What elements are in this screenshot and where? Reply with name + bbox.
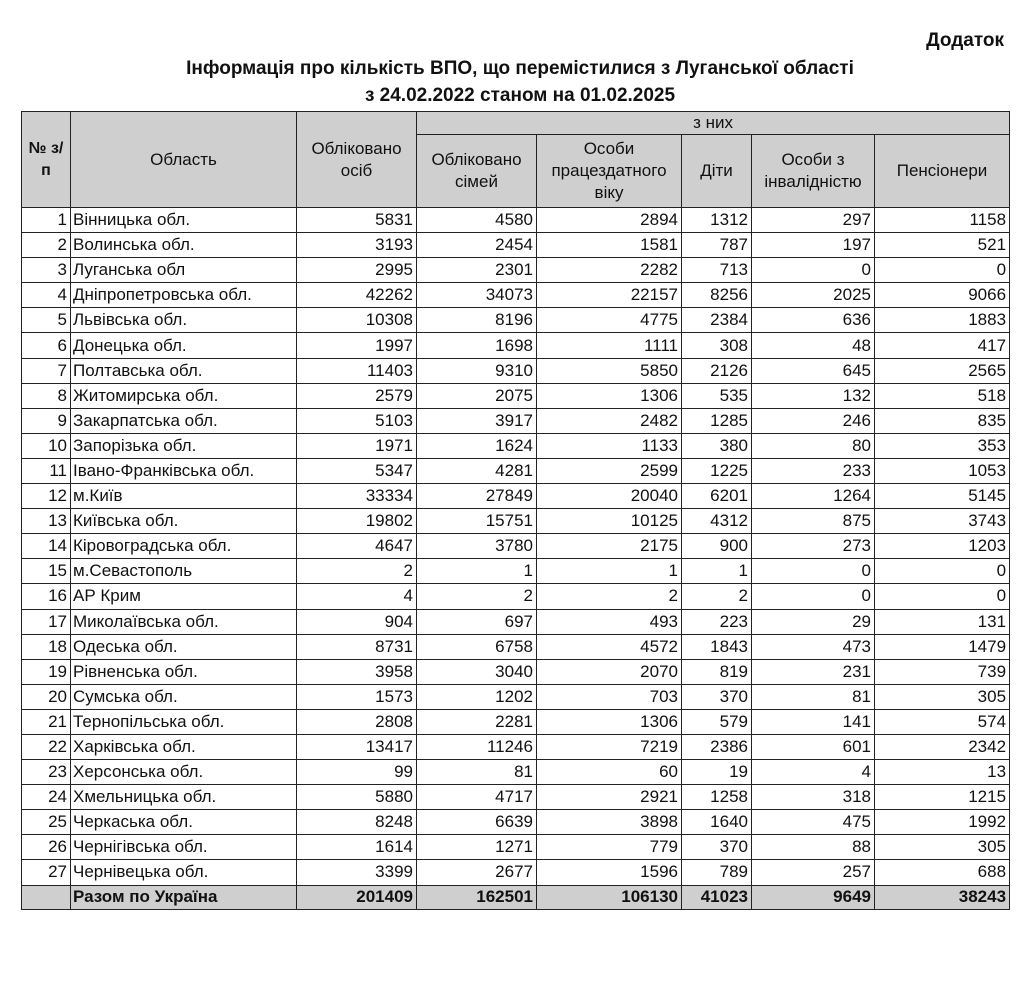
children-cell: 1843 bbox=[682, 634, 752, 659]
total-families: 162501 bbox=[417, 885, 537, 909]
children-cell: 6201 bbox=[682, 484, 752, 509]
working-age-persons-cell: 703 bbox=[537, 684, 682, 709]
row-number-cell: 18 bbox=[22, 634, 71, 659]
registered-families-cell: 3040 bbox=[417, 659, 537, 684]
row-number-cell: 5 bbox=[22, 308, 71, 333]
header-pensioners: Пенсіонери bbox=[875, 135, 1010, 208]
registered-persons-cell: 5831 bbox=[297, 208, 417, 233]
header-registered-persons: Обліковано осіб bbox=[297, 112, 417, 208]
registered-families-cell: 1202 bbox=[417, 684, 537, 709]
total-children: 41023 bbox=[682, 885, 752, 909]
row-number-cell: 15 bbox=[22, 559, 71, 584]
persons-with-disability-cell: 273 bbox=[752, 534, 875, 559]
pensioners-cell: 739 bbox=[875, 659, 1010, 684]
registered-persons-cell: 5880 bbox=[297, 785, 417, 810]
working-age-persons-cell: 2921 bbox=[537, 785, 682, 810]
row-number-cell: 25 bbox=[22, 810, 71, 835]
pensioners-cell: 305 bbox=[875, 684, 1010, 709]
row-number-cell: 2 bbox=[22, 233, 71, 258]
registered-families-cell: 27849 bbox=[417, 484, 537, 509]
registered-persons-cell: 1614 bbox=[297, 835, 417, 860]
registered-families-cell: 1698 bbox=[417, 333, 537, 358]
working-age-persons-cell: 1111 bbox=[537, 333, 682, 358]
header-number: № з/п bbox=[22, 112, 71, 208]
children-cell: 787 bbox=[682, 233, 752, 258]
registered-persons-cell: 2579 bbox=[297, 383, 417, 408]
table-row bbox=[22, 659, 1010, 684]
working-age-persons-cell: 1581 bbox=[537, 233, 682, 258]
persons-with-disability-cell: 197 bbox=[752, 233, 875, 258]
pensioners-cell: 305 bbox=[875, 835, 1010, 860]
persons-with-disability-cell: 257 bbox=[752, 860, 875, 885]
working-age-persons-cell: 779 bbox=[537, 835, 682, 860]
region-name-cell: Запорізька обл. bbox=[71, 433, 297, 458]
header-working-age: Особи працездатного віку bbox=[537, 135, 682, 208]
row-number-cell: 23 bbox=[22, 760, 71, 785]
registered-families-cell: 1 bbox=[417, 559, 537, 584]
working-age-persons-cell: 2 bbox=[537, 584, 682, 609]
children-cell: 1285 bbox=[682, 408, 752, 433]
registered-families-cell: 81 bbox=[417, 760, 537, 785]
row-number-cell: 17 bbox=[22, 609, 71, 634]
header-disabled: Особи з інвалідністю bbox=[752, 135, 875, 208]
registered-families-cell: 3780 bbox=[417, 534, 537, 559]
children-cell: 1 bbox=[682, 559, 752, 584]
table-row bbox=[22, 534, 1010, 559]
pensioners-cell: 0 bbox=[875, 258, 1010, 283]
total-number-cell bbox=[22, 885, 71, 909]
region-name-cell: Вінницька обл. bbox=[71, 208, 297, 233]
registered-persons-cell: 19802 bbox=[297, 509, 417, 534]
table-row bbox=[22, 358, 1010, 383]
persons-with-disability-cell: 2025 bbox=[752, 283, 875, 308]
pensioners-cell: 518 bbox=[875, 383, 1010, 408]
table-row bbox=[22, 559, 1010, 584]
table-row bbox=[22, 258, 1010, 283]
registered-families-cell: 8196 bbox=[417, 308, 537, 333]
registered-persons-cell: 8731 bbox=[297, 634, 417, 659]
region-name-cell: Київська обл. bbox=[71, 509, 297, 534]
registered-families-cell: 2301 bbox=[417, 258, 537, 283]
registered-families-cell: 1271 bbox=[417, 835, 537, 860]
registered-persons-cell: 4647 bbox=[297, 534, 417, 559]
pensioners-cell: 417 bbox=[875, 333, 1010, 358]
registered-families-cell: 697 bbox=[417, 609, 537, 634]
region-name-cell: Херсонська обл. bbox=[71, 760, 297, 785]
registered-families-cell: 1624 bbox=[417, 433, 537, 458]
registered-families-cell: 2281 bbox=[417, 709, 537, 734]
region-name-cell: Волинська обл. bbox=[71, 233, 297, 258]
total-label: Разом по Україна bbox=[71, 885, 297, 909]
row-number-cell: 19 bbox=[22, 659, 71, 684]
registered-persons-cell: 11403 bbox=[297, 358, 417, 383]
table-row bbox=[22, 860, 1010, 885]
table-row bbox=[22, 308, 1010, 333]
region-name-cell: Чернігівська обл. bbox=[71, 835, 297, 860]
working-age-persons-cell: 22157 bbox=[537, 283, 682, 308]
row-number-cell: 26 bbox=[22, 835, 71, 860]
region-name-cell: Сумська обл. bbox=[71, 684, 297, 709]
registered-persons-cell: 5347 bbox=[297, 458, 417, 483]
children-cell: 1258 bbox=[682, 785, 752, 810]
table-row bbox=[22, 609, 1010, 634]
table-row bbox=[22, 709, 1010, 734]
children-cell: 535 bbox=[682, 383, 752, 408]
persons-with-disability-cell: 297 bbox=[752, 208, 875, 233]
pensioners-cell: 1158 bbox=[875, 208, 1010, 233]
header-children: Діти bbox=[682, 135, 752, 208]
registered-families-cell: 2 bbox=[417, 584, 537, 609]
registered-persons-cell: 2995 bbox=[297, 258, 417, 283]
working-age-persons-cell: 493 bbox=[537, 609, 682, 634]
persons-with-disability-cell: 636 bbox=[752, 308, 875, 333]
table-body bbox=[22, 208, 1010, 886]
region-name-cell: Харківська обл. bbox=[71, 734, 297, 759]
pensioners-cell: 574 bbox=[875, 709, 1010, 734]
table-row bbox=[22, 509, 1010, 534]
working-age-persons-cell: 2482 bbox=[537, 408, 682, 433]
working-age-persons-cell: 2070 bbox=[537, 659, 682, 684]
registered-families-cell: 34073 bbox=[417, 283, 537, 308]
pensioners-cell: 353 bbox=[875, 433, 1010, 458]
document-title: Інформація про кількість ВПО, що перемістилися з Луганської області bbox=[186, 58, 854, 79]
children-cell: 223 bbox=[682, 609, 752, 634]
table-row bbox=[22, 233, 1010, 258]
children-cell: 579 bbox=[682, 709, 752, 734]
region-name-cell: Чернівецька обл. bbox=[71, 860, 297, 885]
persons-with-disability-cell: 645 bbox=[752, 358, 875, 383]
row-number-cell: 11 bbox=[22, 458, 71, 483]
persons-with-disability-cell: 601 bbox=[752, 734, 875, 759]
total-disabled: 9649 bbox=[752, 885, 875, 909]
total-persons: 201409 bbox=[297, 885, 417, 909]
row-number-cell: 3 bbox=[22, 258, 71, 283]
children-cell: 2386 bbox=[682, 734, 752, 759]
children-cell: 370 bbox=[682, 684, 752, 709]
total-working-age: 106130 bbox=[537, 885, 682, 909]
pensioners-cell: 1215 bbox=[875, 785, 1010, 810]
persons-with-disability-cell: 0 bbox=[752, 559, 875, 584]
region-name-cell: Рівненська обл. bbox=[71, 659, 297, 684]
working-age-persons-cell: 1306 bbox=[537, 383, 682, 408]
children-cell: 2126 bbox=[682, 358, 752, 383]
pensioners-cell: 2342 bbox=[875, 734, 1010, 759]
pensioners-cell: 5145 bbox=[875, 484, 1010, 509]
registered-persons-cell: 1971 bbox=[297, 433, 417, 458]
children-cell: 789 bbox=[682, 860, 752, 885]
registered-persons-cell: 4 bbox=[297, 584, 417, 609]
children-cell: 1312 bbox=[682, 208, 752, 233]
header-region: Область bbox=[71, 112, 297, 208]
working-age-persons-cell: 10125 bbox=[537, 509, 682, 534]
header-families: Обліковано сімей bbox=[417, 135, 537, 208]
row-number-cell: 4 bbox=[22, 283, 71, 308]
working-age-persons-cell: 1596 bbox=[537, 860, 682, 885]
working-age-persons-cell: 1133 bbox=[537, 433, 682, 458]
working-age-persons-cell: 20040 bbox=[537, 484, 682, 509]
table-row bbox=[22, 785, 1010, 810]
pensioners-cell: 3743 bbox=[875, 509, 1010, 534]
registered-persons-cell: 3399 bbox=[297, 860, 417, 885]
table-row bbox=[22, 634, 1010, 659]
persons-with-disability-cell: 473 bbox=[752, 634, 875, 659]
table-row bbox=[22, 760, 1010, 785]
persons-with-disability-cell: 80 bbox=[752, 433, 875, 458]
idp-table bbox=[21, 111, 1010, 910]
registered-persons-cell: 42262 bbox=[297, 283, 417, 308]
row-number-cell: 10 bbox=[22, 433, 71, 458]
registered-persons-cell: 1573 bbox=[297, 684, 417, 709]
children-cell: 4312 bbox=[682, 509, 752, 534]
row-number-cell: 6 bbox=[22, 333, 71, 358]
table-row bbox=[22, 458, 1010, 483]
registered-persons-cell: 3193 bbox=[297, 233, 417, 258]
working-age-persons-cell: 3898 bbox=[537, 810, 682, 835]
addendum-label: Додаток bbox=[926, 30, 1004, 51]
pensioners-cell: 2565 bbox=[875, 358, 1010, 383]
registered-families-cell: 4717 bbox=[417, 785, 537, 810]
registered-families-cell: 6639 bbox=[417, 810, 537, 835]
working-age-persons-cell: 2175 bbox=[537, 534, 682, 559]
table-row bbox=[22, 283, 1010, 308]
children-cell: 19 bbox=[682, 760, 752, 785]
table-row bbox=[22, 584, 1010, 609]
registered-persons-cell: 10308 bbox=[297, 308, 417, 333]
persons-with-disability-cell: 29 bbox=[752, 609, 875, 634]
region-name-cell: м.Київ bbox=[71, 484, 297, 509]
persons-with-disability-cell: 48 bbox=[752, 333, 875, 358]
table-row bbox=[22, 383, 1010, 408]
registered-families-cell: 15751 bbox=[417, 509, 537, 534]
persons-with-disability-cell: 231 bbox=[752, 659, 875, 684]
children-cell: 1225 bbox=[682, 458, 752, 483]
working-age-persons-cell: 1 bbox=[537, 559, 682, 584]
persons-with-disability-cell: 1264 bbox=[752, 484, 875, 509]
children-cell: 2384 bbox=[682, 308, 752, 333]
working-age-persons-cell: 2282 bbox=[537, 258, 682, 283]
registered-persons-cell: 8248 bbox=[297, 810, 417, 835]
registered-families-cell: 9310 bbox=[417, 358, 537, 383]
total-row bbox=[22, 885, 1010, 909]
children-cell: 713 bbox=[682, 258, 752, 283]
children-cell: 370 bbox=[682, 835, 752, 860]
persons-with-disability-cell: 875 bbox=[752, 509, 875, 534]
persons-with-disability-cell: 81 bbox=[752, 684, 875, 709]
pensioners-cell: 1883 bbox=[875, 308, 1010, 333]
row-number-cell: 13 bbox=[22, 509, 71, 534]
registered-families-cell: 2075 bbox=[417, 383, 537, 408]
region-name-cell: Дніпропетровська обл. bbox=[71, 283, 297, 308]
region-name-cell: Львівська обл. bbox=[71, 308, 297, 333]
children-cell: 308 bbox=[682, 333, 752, 358]
pensioners-cell: 13 bbox=[875, 760, 1010, 785]
persons-with-disability-cell: 233 bbox=[752, 458, 875, 483]
registered-families-cell: 4580 bbox=[417, 208, 537, 233]
region-name-cell: Черкаська обл. bbox=[71, 810, 297, 835]
table-row bbox=[22, 433, 1010, 458]
children-cell: 8256 bbox=[682, 283, 752, 308]
persons-with-disability-cell: 246 bbox=[752, 408, 875, 433]
pensioners-cell: 1479 bbox=[875, 634, 1010, 659]
header-of-them: з них bbox=[417, 112, 1010, 135]
table-row bbox=[22, 810, 1010, 835]
children-cell: 819 bbox=[682, 659, 752, 684]
region-name-cell: Полтавська обл. bbox=[71, 358, 297, 383]
children-cell: 1640 bbox=[682, 810, 752, 835]
registered-families-cell: 4281 bbox=[417, 458, 537, 483]
table-row bbox=[22, 734, 1010, 759]
row-number-cell: 1 bbox=[22, 208, 71, 233]
row-number-cell: 7 bbox=[22, 358, 71, 383]
table-row bbox=[22, 208, 1010, 233]
registered-persons-cell: 33334 bbox=[297, 484, 417, 509]
registered-persons-cell: 1997 bbox=[297, 333, 417, 358]
table-row bbox=[22, 484, 1010, 509]
persons-with-disability-cell: 132 bbox=[752, 383, 875, 408]
document-subtitle: з 24.02.2022 станом на 01.02.2025 bbox=[364, 85, 676, 106]
working-age-persons-cell: 2894 bbox=[537, 208, 682, 233]
registered-persons-cell: 99 bbox=[297, 760, 417, 785]
working-age-persons-cell: 1306 bbox=[537, 709, 682, 734]
region-name-cell: Луганська обл bbox=[71, 258, 297, 283]
pensioners-cell: 835 bbox=[875, 408, 1010, 433]
persons-with-disability-cell: 0 bbox=[752, 258, 875, 283]
region-name-cell: АР Крим bbox=[71, 584, 297, 609]
working-age-persons-cell: 4572 bbox=[537, 634, 682, 659]
region-name-cell: Закарпатська обл. bbox=[71, 408, 297, 433]
pensioners-cell: 131 bbox=[875, 609, 1010, 634]
registered-persons-cell: 3958 bbox=[297, 659, 417, 684]
region-name-cell: Кіровоградська обл. bbox=[71, 534, 297, 559]
registered-families-cell: 3917 bbox=[417, 408, 537, 433]
row-number-cell: 12 bbox=[22, 484, 71, 509]
registered-families-cell: 2454 bbox=[417, 233, 537, 258]
persons-with-disability-cell: 0 bbox=[752, 584, 875, 609]
children-cell: 900 bbox=[682, 534, 752, 559]
working-age-persons-cell: 2599 bbox=[537, 458, 682, 483]
children-cell: 380 bbox=[682, 433, 752, 458]
registered-persons-cell: 904 bbox=[297, 609, 417, 634]
region-name-cell: Житомирська обл. bbox=[71, 383, 297, 408]
working-age-persons-cell: 5850 bbox=[537, 358, 682, 383]
registered-families-cell: 11246 bbox=[417, 734, 537, 759]
registered-persons-cell: 2 bbox=[297, 559, 417, 584]
pensioners-cell: 0 bbox=[875, 584, 1010, 609]
table-row bbox=[22, 835, 1010, 860]
persons-with-disability-cell: 475 bbox=[752, 810, 875, 835]
registered-persons-cell: 13417 bbox=[297, 734, 417, 759]
pensioners-cell: 1992 bbox=[875, 810, 1010, 835]
total-pensioners: 38243 bbox=[875, 885, 1010, 909]
working-age-persons-cell: 60 bbox=[537, 760, 682, 785]
persons-with-disability-cell: 88 bbox=[752, 835, 875, 860]
registered-persons-cell: 2808 bbox=[297, 709, 417, 734]
working-age-persons-cell: 7219 bbox=[537, 734, 682, 759]
region-name-cell: м.Севастополь bbox=[71, 559, 297, 584]
table-header bbox=[22, 112, 1010, 208]
pensioners-cell: 1053 bbox=[875, 458, 1010, 483]
registered-persons-cell: 5103 bbox=[297, 408, 417, 433]
row-number-cell: 21 bbox=[22, 709, 71, 734]
region-name-cell: Миколаївська обл. bbox=[71, 609, 297, 634]
children-cell: 2 bbox=[682, 584, 752, 609]
row-number-cell: 9 bbox=[22, 408, 71, 433]
row-number-cell: 20 bbox=[22, 684, 71, 709]
table-row bbox=[22, 408, 1010, 433]
persons-with-disability-cell: 4 bbox=[752, 760, 875, 785]
pensioners-cell: 1203 bbox=[875, 534, 1010, 559]
row-number-cell: 14 bbox=[22, 534, 71, 559]
region-name-cell: Хмельницька обл. bbox=[71, 785, 297, 810]
pensioners-cell: 521 bbox=[875, 233, 1010, 258]
registered-families-cell: 2677 bbox=[417, 860, 537, 885]
row-number-cell: 24 bbox=[22, 785, 71, 810]
region-name-cell: Тернопільська обл. bbox=[71, 709, 297, 734]
table-row bbox=[22, 684, 1010, 709]
row-number-cell: 16 bbox=[22, 584, 71, 609]
region-name-cell: Одеська обл. bbox=[71, 634, 297, 659]
row-number-cell: 27 bbox=[22, 860, 71, 885]
table-row bbox=[22, 333, 1010, 358]
pensioners-cell: 688 bbox=[875, 860, 1010, 885]
persons-with-disability-cell: 141 bbox=[752, 709, 875, 734]
pensioners-cell: 9066 bbox=[875, 283, 1010, 308]
registered-families-cell: 6758 bbox=[417, 634, 537, 659]
row-number-cell: 8 bbox=[22, 383, 71, 408]
working-age-persons-cell: 4775 bbox=[537, 308, 682, 333]
row-number-cell: 22 bbox=[22, 734, 71, 759]
pensioners-cell: 0 bbox=[875, 559, 1010, 584]
region-name-cell: Івано-Франківська обл. bbox=[71, 458, 297, 483]
region-name-cell: Донецька обл. bbox=[71, 333, 297, 358]
persons-with-disability-cell: 318 bbox=[752, 785, 875, 810]
